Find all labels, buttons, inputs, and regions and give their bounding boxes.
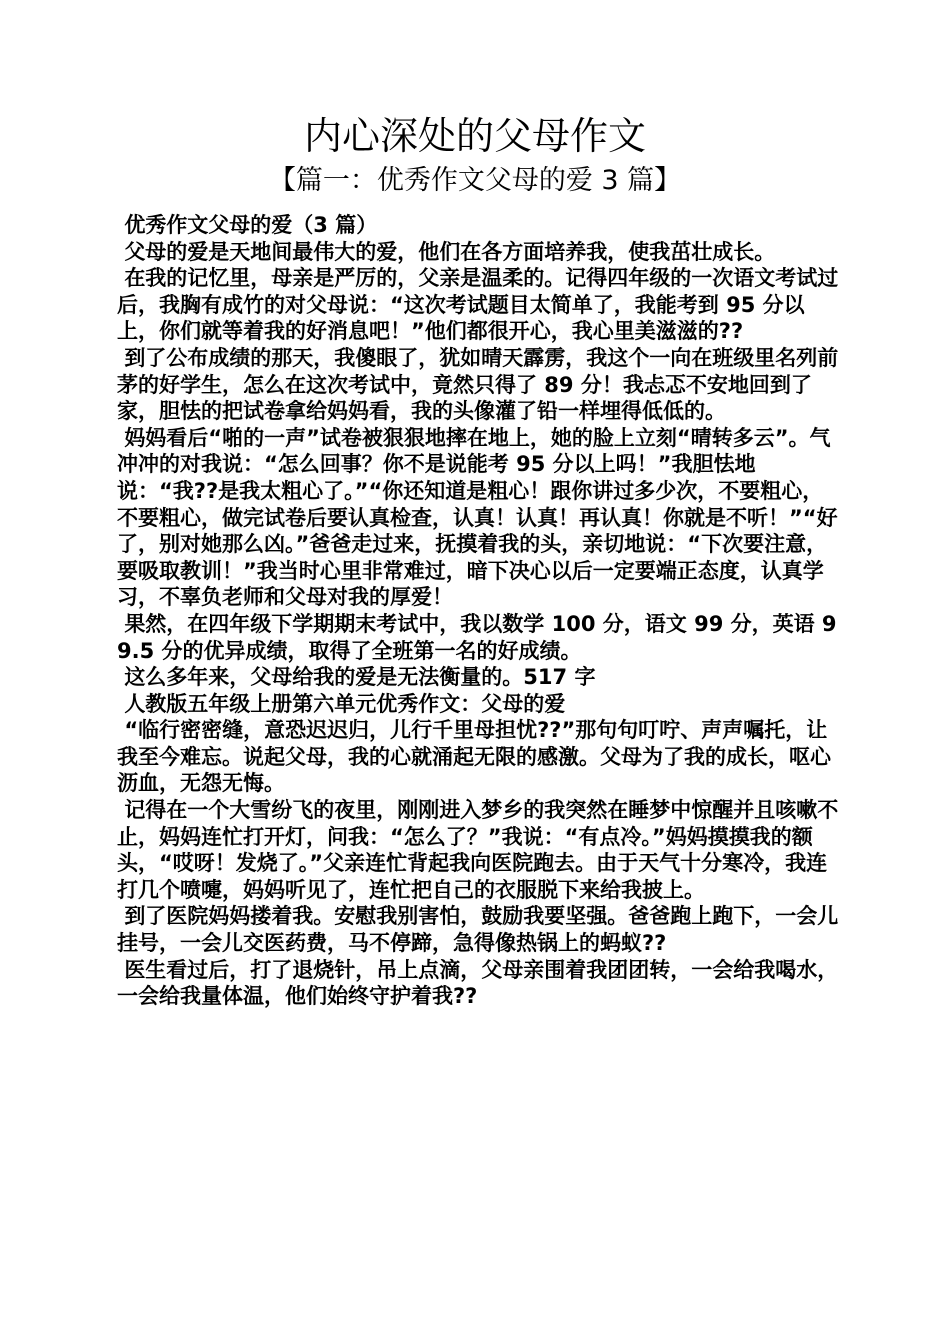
paragraph: 妈妈看后“啪的一声”试卷被狠狠地摔在地上，她的脸上立刻“晴转多云”。气冲冲的对我说：“怎么回事？你不是说能考 95 分以上吗！”我胆怯地说：“我??是我太粗心了。”“你还知道是粗心！跟你讲过多少次，不要粗心，不要粗心，做完试卷后要认真检查，认真！认真！再认真！你就是不听！”“好了，别对她那么凶。”爸爸走过来，抚摸着我的头，亲切地说：“下次要注意，要吸取教训！”我当时心里非常难过，暗下决心以后一定要端正态度，认真学习，不辜负老师和父母对我的厚爱！ [117, 425, 838, 610]
paragraph: 到了医院妈妈搂着我。安慰我别害怕，鼓励我要坚强。爸爸跑上跑下，一会儿挂号，一会儿交医药费，马不停蹄，急得像热锅上的蚂蚁?? [117, 904, 839, 956]
paragraph: “临行密密缝，意恐迟迟归，儿行千里母担忧??”那句句叮咛、声声嘱托，让我至今难忘。说起父母，我的心就涌起无限的感激。父母为了我的成长，呕心沥血，无怨无悔。 [117, 718, 831, 796]
paragraph: 记得在一个大雪纷飞的夜里，刚刚进入梦乡的我突然在睡梦中惊醒并且咳嗽不止，妈妈连忙打开灯，问我：“怎么了？”我说：“有点冷。”妈妈摸摸我的额头，“哎呀！发烧了。”父亲连忙背起我向医院跑去。由于天气十分寒冷，我连打几个喷嚏，妈妈听见了，连忙把自己的衣服脱下来给我披上。 [117, 798, 839, 902]
paragraph: 这么多年来，父母给我的爱是无法衡量的。517 字 [117, 665, 596, 690]
paragraph: 果然，在四年级下学期期末考试中，我以数学 100 分，语文 99 分，英语 99.5 分的优异成绩，取得了全班第一名的好成绩。 [117, 611, 837, 663]
paragraph: 父母的爱是天地间最伟大的爱，他们在各方面培养我，使我茁壮成长。 [117, 239, 776, 264]
paragraph: 在我的记忆里，母亲是严厉的，父亲是温柔的。记得四年级的一次语文考试过后，我胸有成竹的对父母说：“这次考试题目太简单了，我能考到 95 分以上，你们就等着我的好消息吧！”他们都很开心，我心里美滋滋的?? [117, 266, 839, 344]
document-body [117, 212, 839, 1010]
paragraph: 医生看过后，打了退烧针，吊上点滴，父母亲围着我团团转，一会给我喝水，一会给我量体温，他们始终守护着我?? [117, 957, 839, 1009]
paragraph: 人教版五年级上册第六单元优秀作文：父母的爱 [117, 691, 566, 716]
document-title: 内心深处的父母作文 [303, 114, 646, 158]
document-subtitle: 【篇一：优秀作文父母的爱 3 篇】 [268, 165, 682, 196]
paragraph: 优秀作文父母的爱（3 篇） [117, 213, 378, 237]
paragraph: 到了公布成绩的那天，我傻眼了，犹如晴天霹雳，我这个一向在班级里名列前茅的好学生，怎么在这次考试中，竟然只得了 89 分！我忐忑不安地回到了家，胆怯的把试卷拿给妈妈看，我的头像灌了铅一样埋得低低的。 [117, 345, 839, 424]
